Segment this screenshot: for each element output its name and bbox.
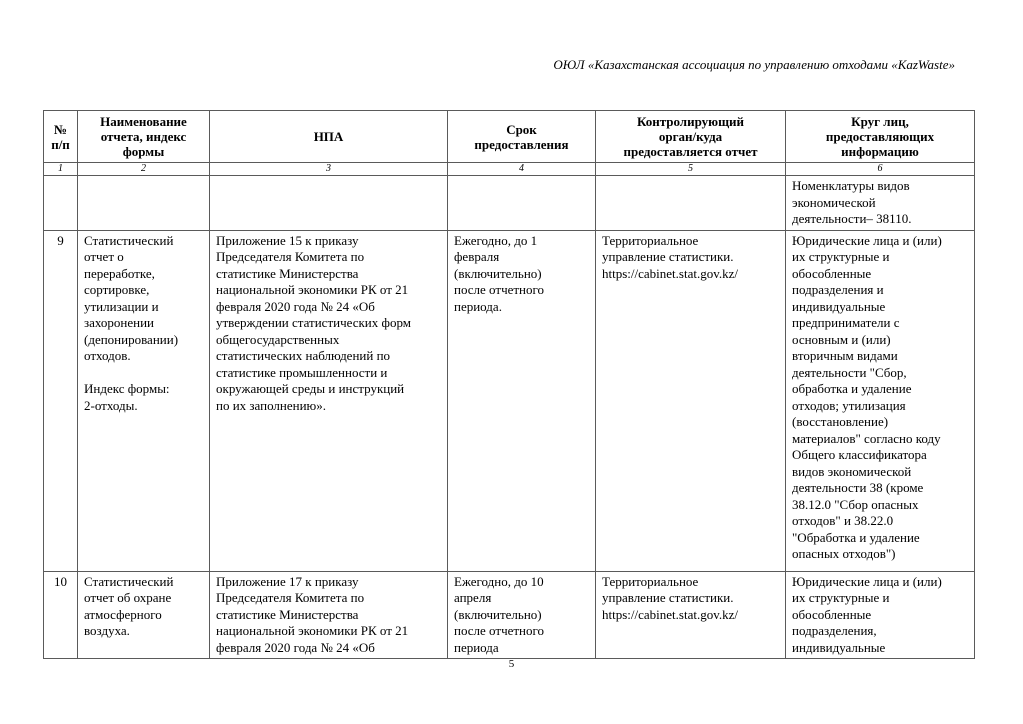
cell-empty — [596, 176, 786, 231]
column-number: 2 — [78, 163, 210, 176]
cell-deadline: Ежегодно, до 10 апреля (включительно) после отчетного периода — [448, 571, 596, 659]
cell-empty — [44, 176, 78, 231]
column-number: 4 — [448, 163, 596, 176]
cell-npa: Приложение 17 к приказу Председателя Комитета по статистике Министерства национальной экономики РК от 21 февраля 2020 года № 24 «Об — [210, 571, 448, 659]
cell-deadline: Ежегодно, до 1 февраля (включительно) после отчетного периода. — [448, 230, 596, 571]
reports-table — [43, 110, 975, 659]
column-numbers-row — [44, 163, 975, 176]
cell-empty — [78, 176, 210, 231]
col-header-deadline: Срок предоставления — [448, 111, 596, 163]
cell-persons: Номенклатуры видов экономической деятельности– 38110. — [786, 176, 975, 231]
cell-name: Статистический отчет о переработке, сортировке, утилизации и захоронении (депонировании) отходов. Индекс формы: 2-отходы. — [78, 230, 210, 571]
column-number: 5 — [596, 163, 786, 176]
cell-num: 9 — [44, 230, 78, 571]
cell-npa: Приложение 15 к приказу Председателя Комитета по статистике Министерства национальной экономики РК от 21 февраля 2020 года № 24 «Об утверждении статистических форм общегосударственных статистических наблюдений по статистике промышленности и окружающей среды и инструкций по их заполнению». — [210, 230, 448, 571]
column-number: 3 — [210, 163, 448, 176]
cell-empty — [210, 176, 448, 231]
table-row-continuation — [44, 176, 975, 231]
col-header-persons: Круг лиц, предоставляющих информацию — [786, 111, 975, 163]
col-header-authority: Контролирующий орган/куда предоставляется отчет — [596, 111, 786, 163]
col-header-name: Наименование отчета, индекс формы — [78, 111, 210, 163]
cell-authority: Территориальное управление статистики. https://cabinet.stat.gov.kz/ — [596, 571, 786, 659]
page-number: 5 — [508, 658, 515, 670]
cell-persons: Юридические лица и (или) их структурные и обособленные подразделения, индивидуальные — [786, 571, 975, 659]
column-number: 1 — [44, 163, 78, 176]
table-row — [44, 230, 975, 571]
cell-name: Статистический отчет об охране атмосферного воздуха. — [78, 571, 210, 659]
col-header-npa: НПА — [210, 111, 448, 163]
page-header-org: ОЮЛ «Казахстанская ассоциация по управлению отходами «KazWaste» — [553, 57, 955, 72]
cell-persons: Юридические лица и (или) их структурные и обособленные подразделения и индивидуальные предприниматели с основным и (или) вторичным видами деятельности "Сбор, обработка и удаление отходов; утилизация (восстановление) материалов" согласно коду Общего классификатора видов экономической деятельности 38 (кроме 38.12.0 "Сбор опасных отходов" и 38.22.0 "Обработка и удаление опасных отходов") — [786, 230, 975, 571]
cell-empty — [448, 176, 596, 231]
cell-num: 10 — [44, 571, 78, 659]
cell-authority: Территориальное управление статистики. https://cabinet.stat.gov.kz/ — [596, 230, 786, 571]
table-header-row — [44, 111, 975, 163]
column-number: 6 — [786, 163, 975, 176]
table-row — [44, 571, 975, 659]
col-header-num: № п/п — [44, 111, 78, 163]
